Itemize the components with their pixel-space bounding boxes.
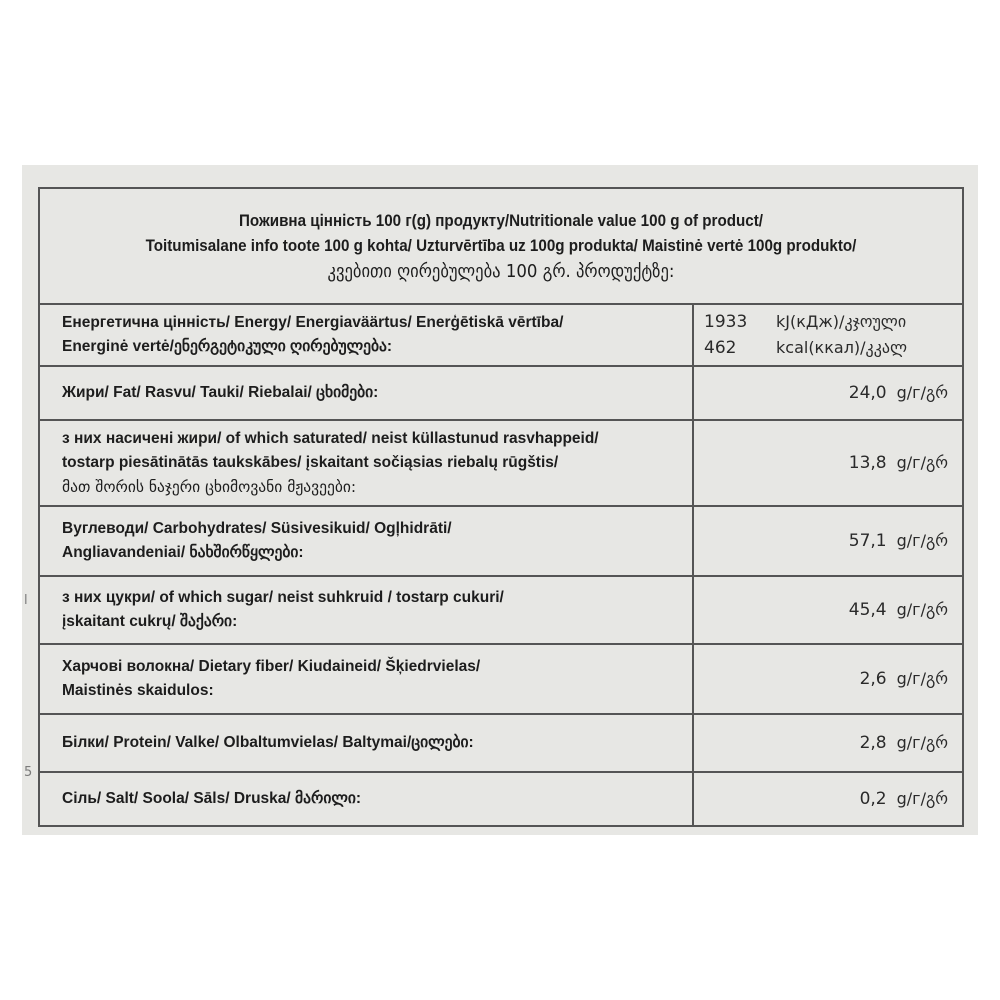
nutrition-table	[38, 187, 964, 827]
table-row	[39, 714, 963, 772]
nutrient-label	[39, 714, 693, 772]
unit: g/г/გრ	[896, 383, 948, 402]
unit: g/г/გრ	[896, 733, 948, 752]
kcal-value: 462	[704, 338, 737, 358]
kj-value: 1933	[704, 312, 748, 332]
table-row	[39, 644, 963, 714]
label-photo	[22, 165, 978, 835]
nutrient-value	[693, 714, 963, 772]
kcal-unit: kcal(ккал)/კკალ	[776, 338, 908, 357]
header-line-1: Поживна цінність 100 г(g) продукту/Nutritionale value 100 g of product/	[239, 211, 763, 230]
nutrient-label	[39, 506, 693, 576]
label-line: Energinė vertė/ენერგეტიკული ღირებულება:	[62, 338, 393, 355]
label-line: Сіль/ Salt/ Soola/ Sāls/ Druska/ მარილი:	[62, 790, 362, 807]
table-row	[39, 506, 963, 576]
table-row	[39, 576, 963, 644]
nutrient-value	[693, 366, 963, 420]
amount: 24,0	[848, 383, 887, 403]
table-header	[76, 188, 926, 304]
unit: g/г/გრ	[896, 531, 948, 550]
nutrient-label	[39, 366, 693, 420]
label-line: tostarp piesātinātās taukskābes/ įskaitant sočiąsias riebalų rūgštis/	[62, 454, 559, 471]
amount: 45,4	[848, 600, 887, 620]
label-line: Angliavandeniai/ ნახშირწყლები:	[62, 544, 304, 561]
edge-mark: 5	[24, 765, 33, 780]
label-line: Maistinės skaidulos:	[62, 682, 214, 699]
nutrient-value	[693, 644, 963, 714]
unit: g/г/გრ	[896, 600, 948, 619]
amount: 0,2	[859, 789, 887, 809]
label-line: įskaitant cukrų/ შაქარი:	[62, 613, 238, 630]
nutrient-label	[39, 420, 693, 506]
energy-kcal	[704, 335, 948, 361]
amount: 2,6	[859, 669, 887, 689]
label-line: з них насичені жири/ of which saturated/ neist küllastunud rasvhappeid/	[62, 430, 599, 447]
nutrient-value	[693, 420, 963, 506]
label-line: Вуглеводи/ Carbohydrates/ Süsivesikuid/ Ogļhidrāti/	[62, 520, 452, 537]
nutrient-label	[39, 772, 693, 826]
nutrient-value	[693, 576, 963, 644]
header-row	[39, 188, 963, 304]
header-line-3: კვებითი ღირებულება 100 გრ. პროდუქტზე:	[327, 260, 675, 282]
label-line: Енергетична цінність/ Energy/ Energiaväärtus/ Enerģētiskā vērtība/	[62, 314, 564, 331]
label-line: Білки/ Protein/ Valke/ Olbaltumvielas/ Baltymai/ცილები:	[62, 734, 474, 751]
kj-unit: kJ(кДж)/კჯოული	[776, 312, 907, 331]
nutrient-label	[39, 644, 693, 714]
label-line: Харчові волокна/ Dietary fiber/ Kiudaineid/ Šķiedrvielas/	[62, 658, 481, 675]
label-line: Жири/ Fat/ Rasvu/ Tauki/ Riebalai/ ცხიმები:	[62, 384, 379, 401]
header-line-2: Toitumisalane info toote 100 g kohta/ Uzturvērtība uz 100g produkta/ Maistinė vertė 100g produkto/	[145, 236, 857, 255]
energy-value	[693, 304, 963, 366]
table-row	[39, 366, 963, 420]
unit: g/г/გრ	[896, 669, 948, 688]
unit: g/г/გრ	[896, 789, 948, 808]
nutrient-value	[693, 772, 963, 826]
amount: 57,1	[848, 531, 887, 551]
energy-row	[39, 304, 963, 366]
table-row	[39, 772, 963, 826]
nutrient-value	[693, 506, 963, 576]
edge-mark: l	[24, 593, 28, 608]
unit: g/г/გრ	[896, 453, 948, 472]
table-row	[39, 420, 963, 506]
nutrient-label	[39, 576, 693, 644]
energy-label	[39, 304, 693, 366]
amount: 2,8	[859, 733, 887, 753]
label-line: მათ შორის ნაჯერი ცხიმოვანი მჟავეები:	[62, 478, 357, 496]
amount: 13,8	[848, 453, 887, 473]
label-line: з них цукри/ of which sugar/ neist suhkruid / tostarp cukuri/	[62, 589, 504, 606]
energy-kj	[704, 309, 948, 335]
